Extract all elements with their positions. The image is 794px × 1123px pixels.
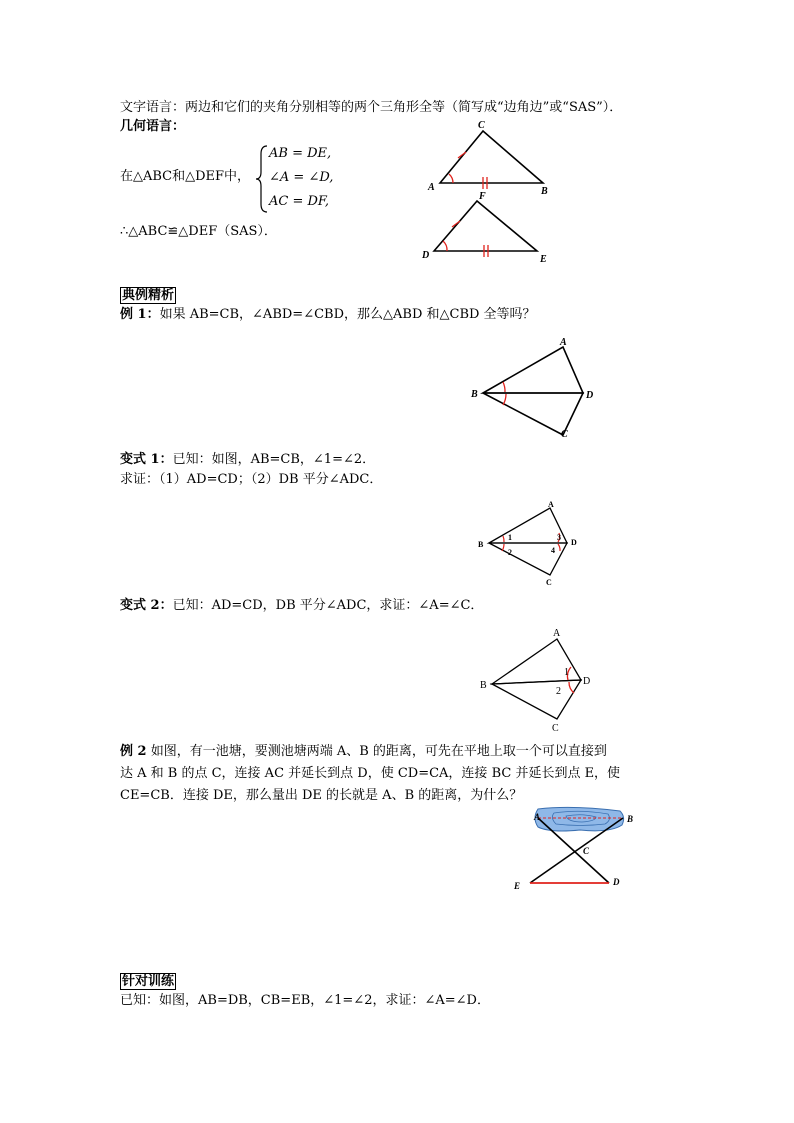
- svg-text:1: 1: [508, 533, 512, 542]
- svg-text:A: A: [548, 500, 554, 509]
- svg-text:D: D: [583, 676, 591, 687]
- example2-text-1: 如图，有一池塘，要测池塘两端 A、B 的距离，可先在平地上取一个可以直接到: [146, 744, 607, 759]
- svg-text:1: 1: [564, 667, 569, 678]
- svg-text:D: D: [613, 877, 620, 887]
- example1-text: 如果 AB=CB，∠ABD=∠CBD，那么△ABD 和△CBD 全等吗？: [159, 307, 536, 322]
- geometry-language-heading: 几何语言：: [120, 119, 186, 134]
- example2-line3: CE=CB．连接 DE，那么量出 DE 的长就是 A、B 的距离，为什么？: [120, 788, 523, 803]
- label-a: A: [428, 182, 435, 193]
- svg-text:4: 4: [551, 546, 555, 555]
- variant1-label: 变式 1：: [120, 452, 173, 467]
- example2-line2: 达 A 和 B 的点 C，连接 AC 并延长到点 D，使 CD=CA，连接 BC 并延长到点 E，使: [120, 766, 621, 781]
- variant1-text: 已知：如图，AB=CB，∠1=∠2．: [172, 452, 376, 467]
- condition-ab-de: AB = DE,: [269, 146, 332, 161]
- condition-ac-df: AC = DF,: [269, 194, 330, 209]
- svg-text:B: B: [627, 814, 634, 824]
- svg-text:D: D: [571, 538, 577, 547]
- sas-figure: [420, 118, 560, 268]
- label-d: D: [422, 250, 430, 261]
- label-e: E: [540, 254, 547, 265]
- section-title-training: 针对训练: [122, 974, 175, 989]
- brace-icon: [255, 144, 269, 214]
- svg-text:C: C: [546, 578, 552, 587]
- example1: [120, 306, 536, 324]
- variant2-label: 变式 2：: [120, 598, 173, 613]
- svg-text:B: B: [480, 680, 487, 691]
- svg-text:2: 2: [508, 548, 512, 557]
- svg-text:A: A: [553, 628, 561, 639]
- svg-text:C: C: [552, 723, 559, 734]
- section-title-examples: 典例精析: [122, 288, 175, 303]
- svg-text:2: 2: [556, 686, 561, 697]
- label-f: F: [479, 191, 486, 202]
- variant2: [120, 597, 483, 615]
- sas-text-language: 文字语言：两边和它们的夹角分别相等的两个三角形全等（简写成“边角边”或“SAS”）．: [120, 100, 623, 115]
- svg-text:D: D: [586, 390, 594, 401]
- svg-text:A: A: [560, 337, 567, 348]
- example1-label: 例 1：: [120, 307, 160, 322]
- variant1: [120, 451, 375, 469]
- example2-line1: [120, 743, 607, 761]
- svg-text:B: B: [478, 540, 484, 549]
- svg-text:3: 3: [557, 533, 561, 542]
- variant2-text: 已知：AD=CD，DB 平分∠ADC，求证：∠A=∠C．: [172, 598, 484, 613]
- triangle-def: [434, 201, 537, 251]
- example2-figure: [510, 803, 635, 895]
- variant2-figure: [475, 625, 595, 740]
- in-triangles-prefix: 在△ABC和△DEF中，: [120, 169, 251, 184]
- variant1-prove: 求证：（1）AD=CD；（2）DB 平分∠ADC．: [120, 472, 383, 487]
- sas-conclusion: ∴△ABC≌△DEF（SAS）．: [120, 224, 277, 239]
- triangle-abc: [440, 131, 543, 183]
- svg-text:E: E: [514, 881, 521, 891]
- label-c: C: [478, 120, 485, 131]
- training-text: 已知：如图，AB=DB，CB=EB，∠1=∠2，求证：∠A=∠D．: [120, 993, 490, 1008]
- svg-text:B: B: [471, 389, 478, 400]
- svg-text:C: C: [583, 846, 590, 856]
- label-b: B: [541, 186, 548, 197]
- angle-arc: [449, 174, 453, 183]
- variant1-figure: [475, 498, 590, 588]
- svg-text:C: C: [561, 429, 568, 440]
- condition-angle-a-d: ∠A = ∠D,: [269, 170, 334, 185]
- example2-label: 例 2: [120, 744, 147, 759]
- svg-text:A: A: [534, 812, 541, 822]
- example1-figure: [465, 335, 605, 445]
